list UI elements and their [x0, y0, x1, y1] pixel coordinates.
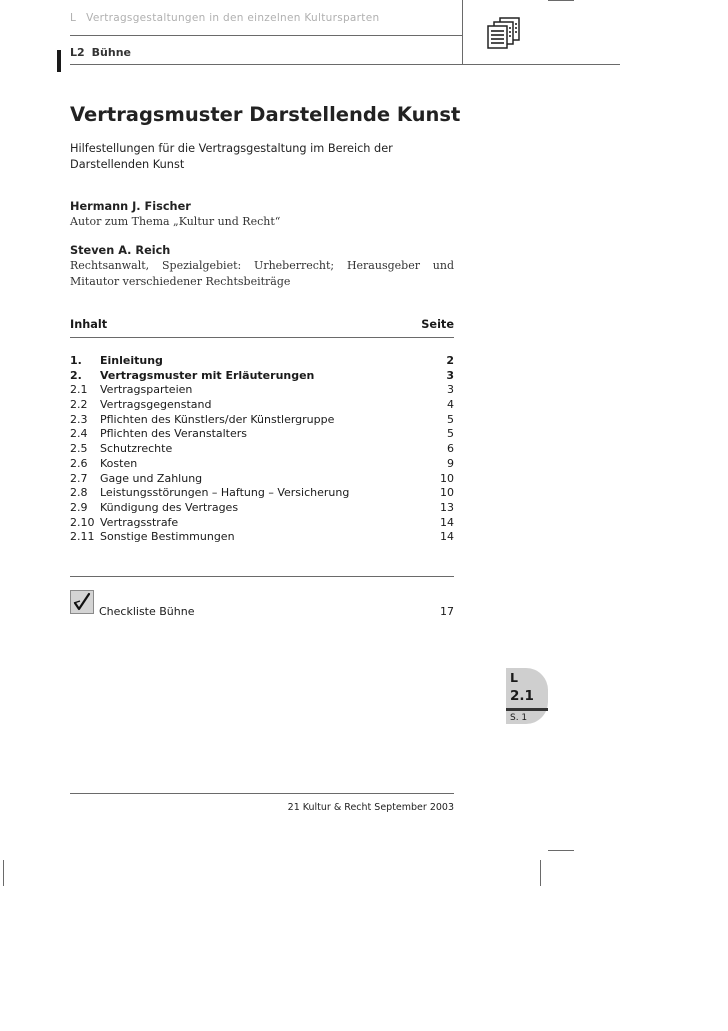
toc-entry-page: 4	[447, 398, 454, 412]
toc-entry-number: 2.1	[70, 383, 88, 397]
toc-entry-page: 3	[447, 383, 454, 397]
section-title: Bühne	[91, 46, 132, 59]
toc-entry-page: 14	[440, 515, 454, 529]
footer-text: 21 Kultur & Recht September 2003	[287, 802, 454, 813]
documents-icon	[487, 17, 521, 49]
section-code: L2	[70, 46, 85, 59]
toc-entry-label: Gage und Zahlung	[100, 471, 203, 485]
toc-entry-page: 9	[447, 456, 454, 470]
toc-entry-number: 2.5	[70, 442, 88, 456]
table-of-contents	[70, 354, 454, 545]
toc-heading-rule	[70, 337, 454, 338]
toc-entry[interactable]	[70, 354, 454, 369]
toc-entry-number: 2.	[70, 368, 82, 382]
toc-entry-label: Pflichten des Veranstalters	[100, 427, 248, 441]
page-badge	[500, 666, 548, 726]
toc-entry-label: Vertragsparteien	[100, 383, 193, 397]
checklist-page: 17	[440, 605, 454, 618]
toc-entry-number: 1.	[70, 354, 82, 367]
toc-entry[interactable]	[70, 369, 454, 384]
badge-number: 2.1	[510, 688, 534, 704]
toc-entry-number: 2.6	[70, 456, 88, 470]
toc-heading-contents: Inhalt	[70, 318, 108, 331]
toc-entry[interactable]	[70, 398, 454, 413]
author-name: Steven A. Reich	[70, 244, 171, 257]
toc-entry[interactable]	[70, 427, 454, 442]
toc-entry-page: 14	[440, 530, 454, 544]
checklist-label: Checkliste Bühne	[99, 605, 195, 618]
toc-entry-number: 2.11	[70, 530, 95, 544]
toc-entry-page: 2	[446, 354, 454, 367]
running-letter: L	[70, 12, 77, 24]
toc-entry-number: 2.2	[70, 398, 88, 412]
toc-entry[interactable]	[70, 413, 454, 428]
toc-entry-page: 3	[446, 368, 454, 382]
toc-entry-label: Kosten	[100, 456, 138, 470]
crop-mark-top-right	[548, 0, 574, 1]
toc-entry[interactable]	[70, 472, 454, 487]
author-block-1	[70, 200, 454, 230]
toc-heading	[70, 318, 454, 331]
checklist-entry[interactable]	[99, 605, 454, 618]
running-header	[70, 12, 379, 24]
toc-entry-number: 2.7	[70, 471, 88, 485]
toc-entry-page: 5	[447, 412, 454, 426]
toc-entry-number: 2.9	[70, 500, 88, 514]
toc-entry-page: 5	[447, 427, 454, 441]
running-title: Vertragsgestaltungen in den einzelnen Kultursparten	[86, 12, 380, 24]
toc-entry[interactable]	[70, 501, 454, 516]
badge-page: S. 1	[510, 713, 528, 723]
toc-entry-number: 2.10	[70, 515, 95, 529]
header-rule-section	[70, 64, 620, 65]
author-description: Rechtsanwalt, Spezialgebiet: Urheberrecht; Herausgeber und Mitautor verschiedener Rechtsbeiträge	[70, 259, 454, 288]
toc-entry-page: 13	[440, 500, 454, 514]
header-rule-top	[70, 35, 463, 36]
badge-letter: L	[510, 670, 518, 685]
toc-entry[interactable]	[70, 442, 454, 457]
author-name: Hermann J. Fischer	[70, 200, 191, 213]
toc-entry[interactable]	[70, 486, 454, 501]
toc-entry-page: 6	[447, 442, 454, 456]
toc-heading-page: Seite	[421, 318, 454, 331]
toc-entry[interactable]	[70, 516, 454, 531]
toc-entry[interactable]	[70, 457, 454, 472]
toc-entry[interactable]	[70, 530, 454, 545]
toc-entry[interactable]	[70, 383, 454, 398]
author-block-2	[70, 244, 454, 289]
checkmark-icon	[70, 590, 94, 614]
author-description: Autor zum Thema „Kultur und Recht“	[70, 215, 281, 228]
toc-entry-label: Vertragsstrafe	[100, 515, 179, 529]
toc-entry-label: Schutzrechte	[100, 442, 173, 456]
document-subtitle: Hilfestellungen für die Vertragsgestaltung im Bereich der Darstellenden Kunst	[70, 142, 393, 171]
toc-entry-label: Vertragsmuster mit Erläuterungen	[100, 368, 315, 382]
toc-entry-label: Pflichten des Künstlers/der Künstlergruppe	[100, 412, 335, 426]
section-header	[70, 46, 131, 59]
section-marker-bar	[57, 50, 61, 72]
toc-entry-number: 2.3	[70, 412, 88, 426]
document-title: Vertragsmuster Darstellende Kunst	[70, 103, 461, 126]
header-vertical-rule	[462, 0, 463, 64]
toc-entry-label: Leistungsstörungen – Haftung – Versicherung	[100, 486, 350, 500]
toc-entry-label: Einleitung	[100, 354, 163, 367]
toc-entry-label: Vertragsgegenstand	[100, 398, 212, 412]
toc-entry-label: Sonstige Bestimmungen	[100, 530, 235, 544]
toc-entry-label: Kündigung des Vertrages	[100, 500, 239, 514]
crop-mark-left	[3, 860, 4, 886]
footer-rule	[70, 793, 454, 794]
toc-entry-number: 2.8	[70, 486, 88, 500]
toc-entry-page: 10	[440, 486, 454, 500]
crop-mark-bottom-right	[548, 850, 574, 851]
toc-bottom-rule	[70, 576, 454, 577]
crop-mark-right	[540, 860, 541, 886]
toc-entry-number: 2.4	[70, 427, 88, 441]
toc-entry-page: 10	[440, 471, 454, 485]
